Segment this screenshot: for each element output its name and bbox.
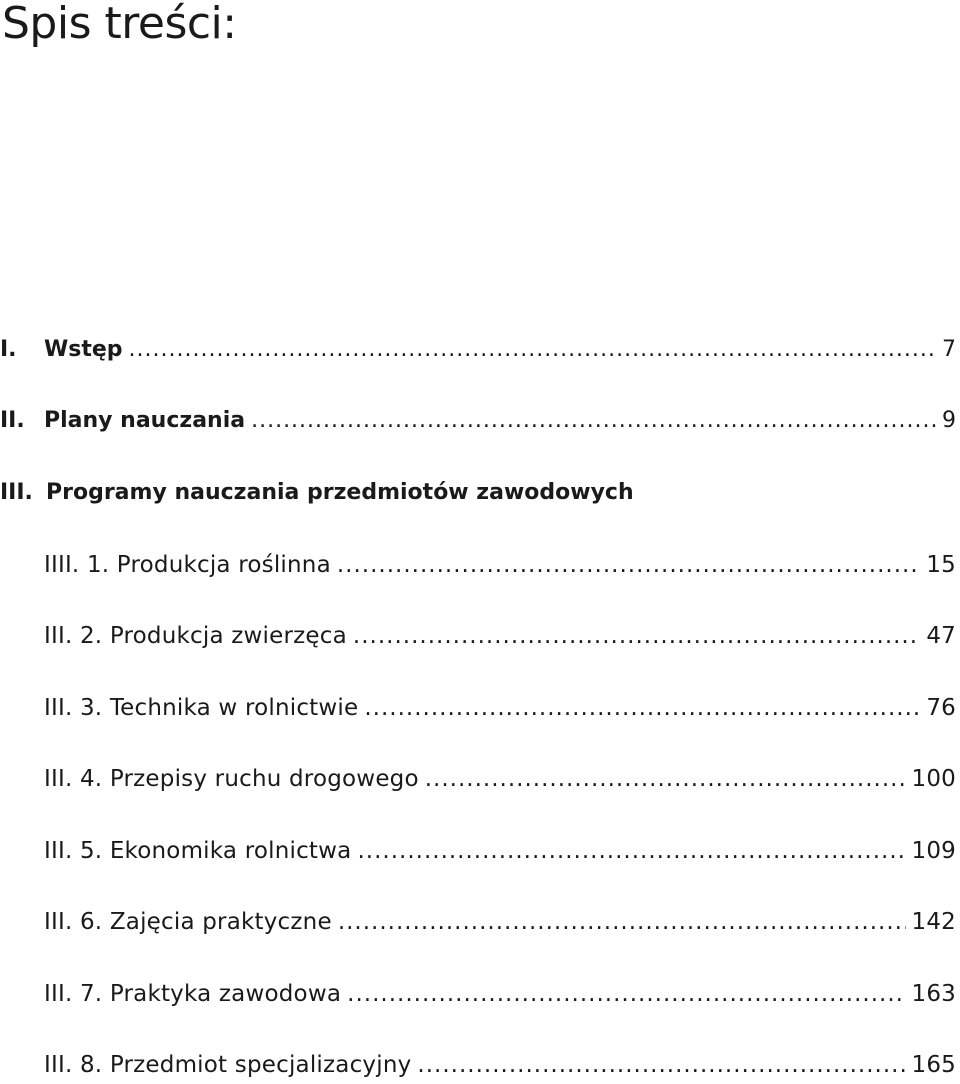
toc-entry-produkcja-roslinna <box>44 549 956 581</box>
toc-entry-page: 100 <box>911 766 956 792</box>
toc-leader-dots <box>353 620 920 652</box>
toc-entry-title: III. 2. Produkcja zwierzęca <box>44 623 347 649</box>
toc-entry-page: 7 <box>942 337 956 362</box>
toc-entry-title: III. 3. Technika w rolnictwie <box>44 695 359 721</box>
toc-leader-dots <box>357 835 905 867</box>
toc-entry-technika-w-rolnictwie <box>44 692 956 724</box>
page-title: Spis treści: <box>2 0 237 49</box>
toc-entry-page: 165 <box>911 1052 956 1078</box>
toc-entry-page: 9 <box>942 408 956 433</box>
toc-entry-title: III. 8. Przedmiot specjalizacyjny <box>44 1052 412 1078</box>
toc-entry-plany-nauczania <box>0 405 956 437</box>
toc-entry-page: 76 <box>926 695 956 721</box>
toc-entry-number: III. <box>0 480 33 505</box>
toc-entry-title: Plany nauczania <box>44 408 246 433</box>
toc-leader-dots <box>425 763 906 795</box>
toc-entry-programy-nauczania <box>0 477 956 509</box>
toc-entry-title: III. 7. Praktyka zawodowa <box>44 981 342 1007</box>
toc-leader-dots <box>364 692 920 724</box>
toc-leader-dots <box>338 906 906 938</box>
toc-entry-zajecia-praktyczne <box>44 906 956 938</box>
toc-entry-number: I. <box>0 337 17 362</box>
toc-entry-praktyka-zawodowa <box>44 978 956 1010</box>
toc-entry-title: Programy nauczania przedmiotów zawodowych <box>46 480 634 505</box>
toc-entry-produkcja-zwierzeca <box>44 620 956 652</box>
toc-entry-page: 15 <box>926 552 956 578</box>
toc-leader-dots <box>129 334 936 366</box>
toc-entry-wstep <box>0 334 956 366</box>
toc-entry-title: III. 6. Zajęcia praktyczne <box>44 909 332 935</box>
toc-entry-title: Wstęp <box>44 337 123 362</box>
toc-entry-title: IIII. 1. Produkcja roślinna <box>44 552 331 578</box>
toc-leader-dots <box>347 978 905 1010</box>
toc-entry-przedmiot-specjalizacyjny <box>44 1049 956 1081</box>
toc-leader-dots <box>337 549 920 581</box>
toc-entry-title: III. 4. Przepisy ruchu drogowego <box>44 766 419 792</box>
toc-entry-page: 142 <box>911 909 956 935</box>
toc-entry-ekonomika-rolnictwa <box>44 835 956 867</box>
toc-leader-dots <box>417 1049 905 1081</box>
toc-leader-dots <box>251 405 936 437</box>
toc-entry-title: III. 5. Ekonomika rolnictwa <box>44 838 352 864</box>
toc-entry-przepisy-ruchu-drogowego <box>44 763 956 795</box>
toc-entry-page: 47 <box>926 623 956 649</box>
toc-entry-number: II. <box>0 408 25 433</box>
toc-entry-page: 109 <box>911 838 956 864</box>
toc-entry-page: 163 <box>911 981 956 1007</box>
